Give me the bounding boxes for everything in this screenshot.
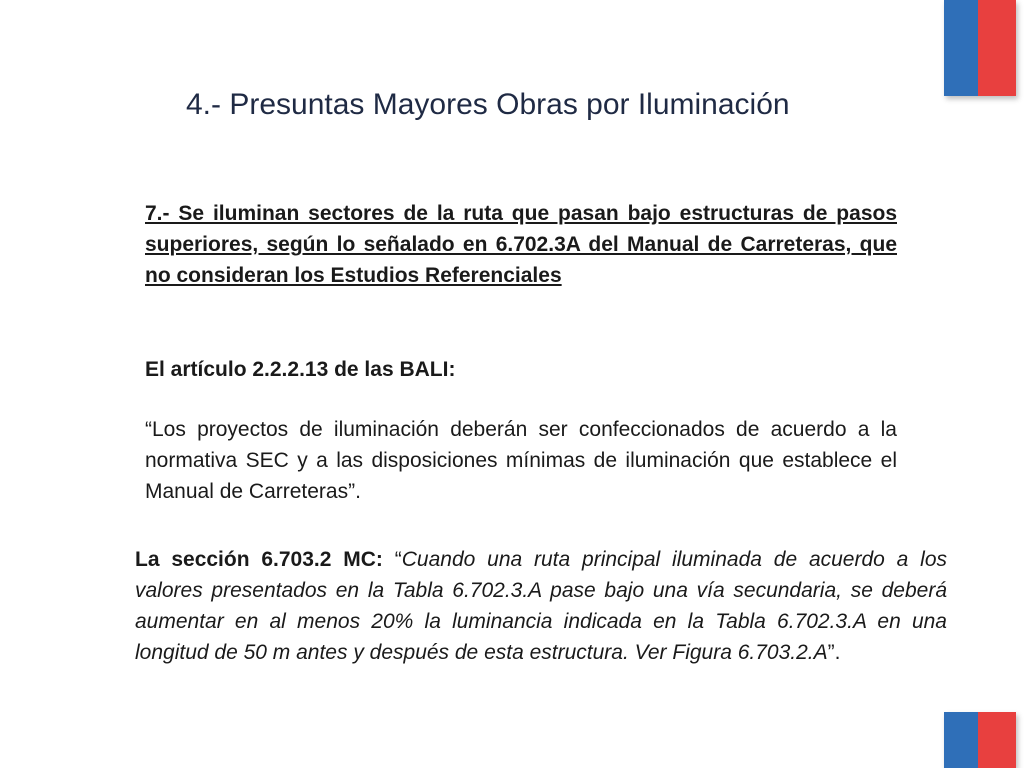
article-heading: El artículo 2.2.2.13 de las BALI:: [145, 358, 456, 381]
section-quote: Cuando una ruta principal iluminada de acuerdo a los valores presentados en la Tabla 6.702.3.A pase bajo una vía secundaria, se deberá aumentar en al menos 20% la luminancia indicada en la Tabla 6.702.3.A en una longitud de 50 m antes y después de esta estructura. Ver Figura 6.703.2.A: [135, 548, 948, 664]
section-close-quote: ”.: [827, 641, 841, 664]
slide-title: 4.- Presuntas Mayores Obras por Iluminación: [186, 88, 790, 121]
article-quote: “Los proyectos de iluminación deberán ser confeccionados de acuerdo a la normativa SEC y a las disposiciones mínimas de iluminación que establece el Manual de Carreteras”.: [145, 418, 897, 503]
section-label: La sección 6.703.2 MC:: [135, 548, 383, 571]
section-open-quote: “: [382, 548, 402, 571]
flag-red-stripe: [978, 0, 1016, 96]
flag-blue-stripe: [944, 712, 978, 768]
point-7-text: 7.- Se iluminan sectores de la ruta que pasan bajo estructuras de pasos superiores, según lo señalado en 6.702.3A del Manual de Carreteras, que no consideran los Estudios Referenciales: [145, 202, 897, 287]
flag-red-stripe: [978, 712, 1016, 768]
section-paragraph: [135, 544, 947, 668]
flag-decoration-bottom: [944, 712, 1016, 768]
flag-blue-stripe: [944, 0, 978, 96]
flag-decoration-top: [944, 0, 1016, 96]
